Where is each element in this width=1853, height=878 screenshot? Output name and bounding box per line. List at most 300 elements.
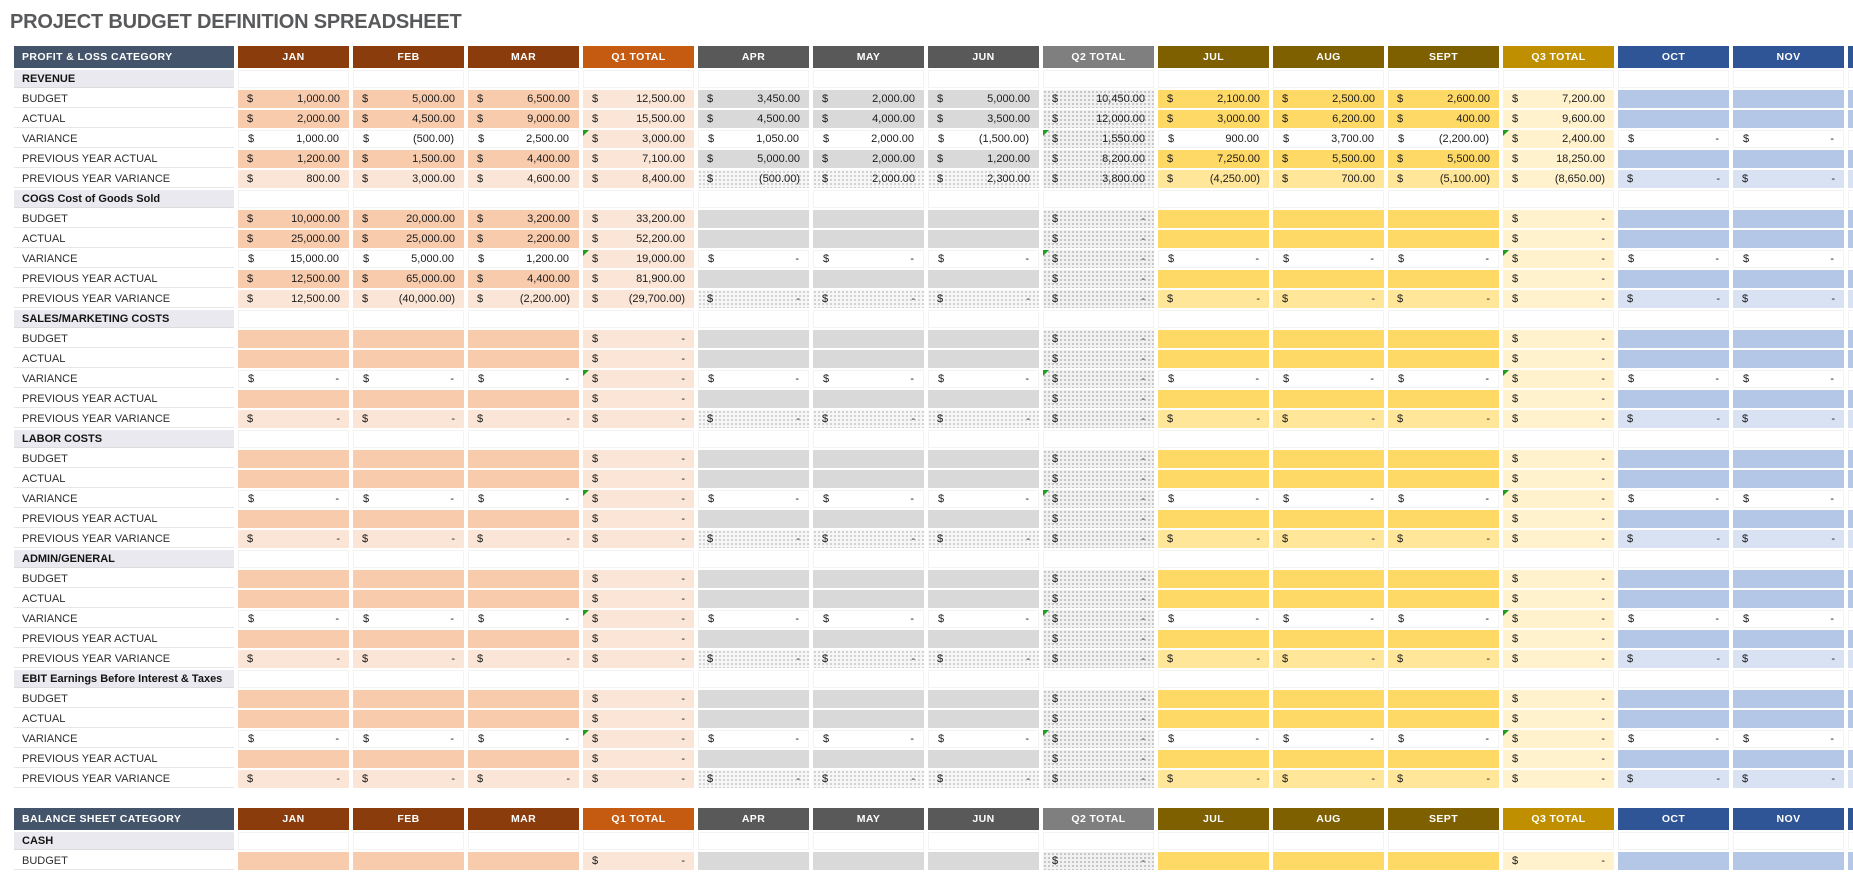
row-label-revenue-previous-year-variance[interactable]: PREVIOUS YEAR VARIANCE	[14, 170, 234, 188]
cell-revenue-previous-year-actual-nov[interactable]	[1733, 150, 1844, 168]
cell-ebit-previous-year-actual-apr[interactable]	[698, 750, 809, 768]
row-label-admin-general-variance[interactable]: VARIANCE	[14, 610, 234, 628]
cell-cogs-previous-year-variance-may[interactable]	[813, 290, 924, 308]
cell-admin-general-previous-year-actual-q3[interactable]	[1503, 630, 1614, 648]
row-label-labor-variance[interactable]: VARIANCE	[14, 490, 234, 508]
cell-sales-marketing-previous-year-variance-dec[interactable]	[1848, 410, 1853, 428]
cell-cash-budget-q2[interactable]	[1043, 852, 1154, 870]
cell-revenue-actual-mar[interactable]	[468, 110, 579, 128]
cell-ebit-budget-mar[interactable]	[468, 690, 579, 708]
cell-cash-budget-feb[interactable]	[353, 852, 464, 870]
cell-admin-general-header-mar[interactable]	[468, 550, 579, 568]
cell-ebit-header-feb[interactable]	[353, 670, 464, 688]
cell-sales-marketing-variance-aug[interactable]	[1273, 370, 1384, 388]
cell-admin-general-variance-aug[interactable]	[1273, 610, 1384, 628]
cell-labor-actual-feb[interactable]	[353, 470, 464, 488]
cell-ebit-previous-year-variance-mar[interactable]	[468, 770, 579, 788]
cell-ebit-previous-year-actual-jan[interactable]	[238, 750, 349, 768]
cell-cogs-budget-jun[interactable]	[928, 210, 1039, 228]
cell-revenue-budget-nov[interactable]	[1733, 90, 1844, 108]
row-label-labor-actual[interactable]: ACTUAL	[14, 470, 234, 488]
cell-sales-marketing-actual-jun[interactable]	[928, 350, 1039, 368]
cell-labor-previous-year-actual-q3[interactable]	[1503, 510, 1614, 528]
cell-sales-marketing-budget-mar[interactable]	[468, 330, 579, 348]
cell-labor-header-jun[interactable]	[928, 430, 1039, 448]
cell-revenue-budget-jul[interactable]	[1158, 90, 1269, 108]
cell-admin-general-actual-dec[interactable]	[1848, 590, 1853, 608]
cell-admin-general-previous-year-variance-q3[interactable]	[1503, 650, 1614, 668]
cell-cash-budget-oct[interactable]	[1618, 852, 1729, 870]
row-label-sales-marketing-previous-year-actual[interactable]: PREVIOUS YEAR ACTUAL	[14, 390, 234, 408]
cell-sales-marketing-variance-oct[interactable]	[1618, 370, 1729, 388]
cell-cash-header-q1[interactable]	[583, 832, 694, 850]
cell-labor-actual-jan[interactable]	[238, 470, 349, 488]
cell-revenue-previous-year-variance-may[interactable]	[813, 170, 924, 188]
cell-revenue-actual-oct[interactable]	[1618, 110, 1729, 128]
cell-labor-budget-q3[interactable]	[1503, 450, 1614, 468]
cell-admin-general-previous-year-variance-feb[interactable]	[353, 650, 464, 668]
cell-admin-general-variance-jun[interactable]	[928, 610, 1039, 628]
cell-admin-general-budget-feb[interactable]	[353, 570, 464, 588]
cell-ebit-actual-jul[interactable]	[1158, 710, 1269, 728]
cell-ebit-previous-year-actual-sept[interactable]	[1388, 750, 1499, 768]
cell-cogs-actual-jun[interactable]	[928, 230, 1039, 248]
cell-sales-marketing-variance-q3[interactable]	[1503, 370, 1614, 388]
cell-revenue-previous-year-variance-jan[interactable]	[238, 170, 349, 188]
cell-revenue-variance-jan[interactable]	[238, 130, 349, 148]
cell-labor-previous-year-actual-mar[interactable]	[468, 510, 579, 528]
cell-sales-marketing-header-feb[interactable]	[353, 310, 464, 328]
cell-labor-budget-apr[interactable]	[698, 450, 809, 468]
cell-ebit-variance-jan[interactable]	[238, 730, 349, 748]
cell-sales-marketing-previous-year-actual-dec[interactable]	[1848, 390, 1853, 408]
cell-sales-marketing-previous-year-actual-q3[interactable]	[1503, 390, 1614, 408]
column-header-nov[interactable]: NOV	[1733, 808, 1844, 830]
cell-revenue-variance-mar[interactable]	[468, 130, 579, 148]
column-header-jul[interactable]: JUL	[1158, 46, 1269, 68]
cell-ebit-actual-dec[interactable]	[1848, 710, 1853, 728]
cell-labor-variance-aug[interactable]	[1273, 490, 1384, 508]
cell-cogs-header-may[interactable]	[813, 190, 924, 208]
cell-sales-marketing-variance-sept[interactable]	[1388, 370, 1499, 388]
cell-revenue-header-dec[interactable]	[1848, 70, 1853, 88]
cell-admin-general-actual-jan[interactable]	[238, 590, 349, 608]
cell-cash-header-nov[interactable]	[1733, 832, 1844, 850]
cell-ebit-header-nov[interactable]	[1733, 670, 1844, 688]
cell-sales-marketing-previous-year-variance-jan[interactable]	[238, 410, 349, 428]
cell-labor-header-jul[interactable]	[1158, 430, 1269, 448]
cell-ebit-previous-year-actual-aug[interactable]	[1273, 750, 1384, 768]
row-label-cogs-variance[interactable]: VARIANCE	[14, 250, 234, 268]
cell-admin-general-actual-nov[interactable]	[1733, 590, 1844, 608]
cell-ebit-actual-apr[interactable]	[698, 710, 809, 728]
cell-labor-variance-nov[interactable]	[1733, 490, 1844, 508]
cell-labor-previous-year-variance-jul[interactable]	[1158, 530, 1269, 548]
cell-sales-marketing-header-aug[interactable]	[1273, 310, 1384, 328]
cell-sales-marketing-previous-year-variance-apr[interactable]	[698, 410, 809, 428]
cell-admin-general-budget-sept[interactable]	[1388, 570, 1499, 588]
cell-revenue-previous-year-variance-q2[interactable]	[1043, 170, 1154, 188]
cell-sales-marketing-budget-jan[interactable]	[238, 330, 349, 348]
cell-ebit-budget-jan[interactable]	[238, 690, 349, 708]
row-label-ebit-actual[interactable]: ACTUAL	[14, 710, 234, 728]
cell-ebit-actual-feb[interactable]	[353, 710, 464, 728]
cell-labor-previous-year-variance-q3[interactable]	[1503, 530, 1614, 548]
cell-cash-budget-nov[interactable]	[1733, 852, 1844, 870]
cell-labor-header-q1[interactable]	[583, 430, 694, 448]
cell-cogs-budget-apr[interactable]	[698, 210, 809, 228]
cell-cogs-variance-jul[interactable]	[1158, 250, 1269, 268]
cell-revenue-budget-mar[interactable]	[468, 90, 579, 108]
row-label-sales-marketing-budget[interactable]: BUDGET	[14, 330, 234, 348]
cell-cogs-previous-year-variance-q1[interactable]	[583, 290, 694, 308]
cell-ebit-budget-aug[interactable]	[1273, 690, 1384, 708]
cell-cogs-budget-jan[interactable]	[238, 210, 349, 228]
cell-ebit-previous-year-variance-apr[interactable]	[698, 770, 809, 788]
cell-admin-general-previous-year-actual-may[interactable]	[813, 630, 924, 648]
column-header-q2[interactable]: Q2 TOTAL	[1043, 808, 1154, 830]
cell-cogs-budget-q2[interactable]	[1043, 210, 1154, 228]
cell-revenue-variance-apr[interactable]	[698, 130, 809, 148]
cell-revenue-header-jun[interactable]	[928, 70, 1039, 88]
cell-labor-actual-apr[interactable]	[698, 470, 809, 488]
cell-revenue-actual-q1[interactable]	[583, 110, 694, 128]
cell-labor-actual-nov[interactable]	[1733, 470, 1844, 488]
cell-revenue-budget-aug[interactable]	[1273, 90, 1384, 108]
cell-labor-previous-year-actual-q1[interactable]	[583, 510, 694, 528]
cell-sales-marketing-previous-year-actual-jul[interactable]	[1158, 390, 1269, 408]
column-header-may[interactable]: MAY	[813, 46, 924, 68]
cell-labor-previous-year-variance-sept[interactable]	[1388, 530, 1499, 548]
row-label-cogs-budget[interactable]: BUDGET	[14, 210, 234, 228]
section-label-ebit[interactable]: EBIT Earnings Before Interest & Taxes	[14, 670, 234, 688]
cell-revenue-budget-may[interactable]	[813, 90, 924, 108]
column-header-aug[interactable]: AUG	[1273, 46, 1384, 68]
cell-labor-previous-year-actual-apr[interactable]	[698, 510, 809, 528]
cell-admin-general-previous-year-variance-dec[interactable]	[1848, 650, 1853, 668]
cell-sales-marketing-header-jun[interactable]	[928, 310, 1039, 328]
cell-cogs-previous-year-variance-q3[interactable]	[1503, 290, 1614, 308]
cell-labor-previous-year-variance-may[interactable]	[813, 530, 924, 548]
cell-admin-general-previous-year-variance-jan[interactable]	[238, 650, 349, 668]
cell-cogs-budget-dec[interactable]	[1848, 210, 1853, 228]
profit-loss-table-category-header[interactable]: PROFIT & LOSS CATEGORY	[14, 46, 234, 68]
cell-ebit-budget-dec[interactable]	[1848, 690, 1853, 708]
cell-ebit-previous-year-actual-nov[interactable]	[1733, 750, 1844, 768]
cell-cogs-header-q2[interactable]	[1043, 190, 1154, 208]
cell-labor-header-nov[interactable]	[1733, 430, 1844, 448]
cell-sales-marketing-actual-q2[interactable]	[1043, 350, 1154, 368]
row-label-revenue-previous-year-actual[interactable]: PREVIOUS YEAR ACTUAL	[14, 150, 234, 168]
cell-revenue-actual-jun[interactable]	[928, 110, 1039, 128]
cell-admin-general-budget-mar[interactable]	[468, 570, 579, 588]
cell-revenue-previous-year-actual-q1[interactable]	[583, 150, 694, 168]
cell-admin-general-previous-year-actual-jan[interactable]	[238, 630, 349, 648]
cell-cogs-variance-feb[interactable]	[353, 250, 464, 268]
cell-labor-previous-year-variance-mar[interactable]	[468, 530, 579, 548]
cell-cogs-budget-may[interactable]	[813, 210, 924, 228]
cell-revenue-variance-oct[interactable]	[1618, 130, 1729, 148]
cell-admin-general-budget-oct[interactable]	[1618, 570, 1729, 588]
cell-revenue-actual-q3[interactable]	[1503, 110, 1614, 128]
cell-revenue-variance-feb[interactable]	[353, 130, 464, 148]
cell-sales-marketing-budget-jun[interactable]	[928, 330, 1039, 348]
cell-admin-general-previous-year-actual-q1[interactable]	[583, 630, 694, 648]
cell-admin-general-actual-q1[interactable]	[583, 590, 694, 608]
cell-cogs-previous-year-variance-q2[interactable]	[1043, 290, 1154, 308]
row-label-ebit-budget[interactable]: BUDGET	[14, 690, 234, 708]
row-label-admin-general-actual[interactable]: ACTUAL	[14, 590, 234, 608]
cell-ebit-actual-aug[interactable]	[1273, 710, 1384, 728]
cell-sales-marketing-variance-jun[interactable]	[928, 370, 1039, 388]
cell-admin-general-actual-aug[interactable]	[1273, 590, 1384, 608]
cell-labor-previous-year-actual-dec[interactable]	[1848, 510, 1853, 528]
cell-revenue-previous-year-actual-apr[interactable]	[698, 150, 809, 168]
cell-sales-marketing-variance-q1[interactable]	[583, 370, 694, 388]
cell-ebit-header-may[interactable]	[813, 670, 924, 688]
cell-admin-general-previous-year-actual-jun[interactable]	[928, 630, 1039, 648]
cell-sales-marketing-previous-year-actual-may[interactable]	[813, 390, 924, 408]
cell-revenue-budget-q3[interactable]	[1503, 90, 1614, 108]
cell-admin-general-previous-year-actual-mar[interactable]	[468, 630, 579, 648]
cell-cash-budget-q3[interactable]	[1503, 852, 1614, 870]
cell-revenue-header-mar[interactable]	[468, 70, 579, 88]
cell-sales-marketing-previous-year-variance-q2[interactable]	[1043, 410, 1154, 428]
cell-revenue-header-q2[interactable]	[1043, 70, 1154, 88]
cell-sales-marketing-previous-year-actual-nov[interactable]	[1733, 390, 1844, 408]
cell-revenue-previous-year-actual-q2[interactable]	[1043, 150, 1154, 168]
cell-cogs-variance-nov[interactable]	[1733, 250, 1844, 268]
cell-cogs-previous-year-variance-oct[interactable]	[1618, 290, 1729, 308]
cell-revenue-previous-year-variance-sept[interactable]	[1388, 170, 1499, 188]
cell-labor-previous-year-variance-nov[interactable]	[1733, 530, 1844, 548]
cell-cogs-previous-year-variance-aug[interactable]	[1273, 290, 1384, 308]
cell-admin-general-actual-jul[interactable]	[1158, 590, 1269, 608]
cell-ebit-budget-q1[interactable]	[583, 690, 694, 708]
cell-ebit-header-mar[interactable]	[468, 670, 579, 688]
cell-sales-marketing-previous-year-variance-feb[interactable]	[353, 410, 464, 428]
column-header-jan[interactable]: JAN	[238, 46, 349, 68]
cell-labor-actual-may[interactable]	[813, 470, 924, 488]
cell-cogs-previous-year-actual-feb[interactable]	[353, 270, 464, 288]
cell-labor-variance-q3[interactable]	[1503, 490, 1614, 508]
cell-admin-general-actual-jun[interactable]	[928, 590, 1039, 608]
column-header-sept[interactable]: SEPT	[1388, 808, 1499, 830]
cell-labor-budget-aug[interactable]	[1273, 450, 1384, 468]
row-label-revenue-budget[interactable]: BUDGET	[14, 90, 234, 108]
cell-cash-header-may[interactable]	[813, 832, 924, 850]
column-header-feb[interactable]: FEB	[353, 808, 464, 830]
cell-ebit-header-jun[interactable]	[928, 670, 1039, 688]
cell-labor-previous-year-variance-apr[interactable]	[698, 530, 809, 548]
cell-labor-header-sept[interactable]	[1388, 430, 1499, 448]
cell-admin-general-variance-jan[interactable]	[238, 610, 349, 628]
cell-admin-general-header-apr[interactable]	[698, 550, 809, 568]
cell-ebit-previous-year-variance-nov[interactable]	[1733, 770, 1844, 788]
cell-labor-previous-year-actual-feb[interactable]	[353, 510, 464, 528]
cell-cogs-actual-feb[interactable]	[353, 230, 464, 248]
cell-admin-general-previous-year-variance-oct[interactable]	[1618, 650, 1729, 668]
row-label-ebit-previous-year-actual[interactable]: PREVIOUS YEAR ACTUAL	[14, 750, 234, 768]
cell-revenue-previous-year-actual-oct[interactable]	[1618, 150, 1729, 168]
cell-cogs-variance-oct[interactable]	[1618, 250, 1729, 268]
cell-admin-general-variance-q1[interactable]	[583, 610, 694, 628]
row-label-labor-budget[interactable]: BUDGET	[14, 450, 234, 468]
cell-sales-marketing-previous-year-actual-apr[interactable]	[698, 390, 809, 408]
cell-admin-general-budget-may[interactable]	[813, 570, 924, 588]
cell-sales-marketing-header-q3[interactable]	[1503, 310, 1614, 328]
cell-labor-header-jan[interactable]	[238, 430, 349, 448]
cell-sales-marketing-previous-year-actual-jan[interactable]	[238, 390, 349, 408]
cell-sales-marketing-previous-year-variance-q1[interactable]	[583, 410, 694, 428]
row-label-labor-previous-year-actual[interactable]: PREVIOUS YEAR ACTUAL	[14, 510, 234, 528]
cell-admin-general-previous-year-variance-mar[interactable]	[468, 650, 579, 668]
cell-revenue-budget-q2[interactable]	[1043, 90, 1154, 108]
row-label-cogs-previous-year-actual[interactable]: PREVIOUS YEAR ACTUAL	[14, 270, 234, 288]
cell-labor-actual-dec[interactable]	[1848, 470, 1853, 488]
cell-ebit-variance-oct[interactable]	[1618, 730, 1729, 748]
cell-admin-general-previous-year-variance-may[interactable]	[813, 650, 924, 668]
cell-admin-general-budget-nov[interactable]	[1733, 570, 1844, 588]
cell-cash-header-sept[interactable]	[1388, 832, 1499, 850]
cell-revenue-previous-year-actual-dec[interactable]	[1848, 150, 1853, 168]
cell-cash-budget-jul[interactable]	[1158, 852, 1269, 870]
cell-labor-previous-year-variance-oct[interactable]	[1618, 530, 1729, 548]
column-header-jun[interactable]: JUN	[928, 808, 1039, 830]
cell-sales-marketing-previous-year-actual-q1[interactable]	[583, 390, 694, 408]
cell-cogs-actual-jul[interactable]	[1158, 230, 1269, 248]
cell-admin-general-previous-year-actual-aug[interactable]	[1273, 630, 1384, 648]
cell-revenue-previous-year-actual-sept[interactable]	[1388, 150, 1499, 168]
cell-sales-marketing-variance-apr[interactable]	[698, 370, 809, 388]
cell-cogs-budget-feb[interactable]	[353, 210, 464, 228]
row-label-admin-general-previous-year-variance[interactable]: PREVIOUS YEAR VARIANCE	[14, 650, 234, 668]
cell-cogs-previous-year-variance-jan[interactable]	[238, 290, 349, 308]
cell-cogs-budget-sept[interactable]	[1388, 210, 1499, 228]
cell-revenue-variance-sept[interactable]	[1388, 130, 1499, 148]
cell-revenue-previous-year-variance-oct[interactable]	[1618, 170, 1729, 188]
cell-ebit-actual-mar[interactable]	[468, 710, 579, 728]
cell-labor-actual-aug[interactable]	[1273, 470, 1384, 488]
cell-admin-general-previous-year-actual-q2[interactable]	[1043, 630, 1154, 648]
cell-admin-general-previous-year-variance-q2[interactable]	[1043, 650, 1154, 668]
cell-sales-marketing-previous-year-variance-oct[interactable]	[1618, 410, 1729, 428]
column-header-dec[interactable]	[1848, 46, 1853, 68]
cell-revenue-actual-jul[interactable]	[1158, 110, 1269, 128]
cell-sales-marketing-previous-year-variance-nov[interactable]	[1733, 410, 1844, 428]
cell-revenue-previous-year-variance-jun[interactable]	[928, 170, 1039, 188]
cell-labor-header-apr[interactable]	[698, 430, 809, 448]
cell-admin-general-variance-feb[interactable]	[353, 610, 464, 628]
cell-ebit-previous-year-actual-dec[interactable]	[1848, 750, 1853, 768]
cell-ebit-variance-mar[interactable]	[468, 730, 579, 748]
cell-admin-general-previous-year-variance-q1[interactable]	[583, 650, 694, 668]
cell-revenue-previous-year-variance-nov[interactable]	[1733, 170, 1844, 188]
cell-sales-marketing-header-sept[interactable]	[1388, 310, 1499, 328]
cell-labor-budget-may[interactable]	[813, 450, 924, 468]
cell-ebit-budget-may[interactable]	[813, 690, 924, 708]
cell-revenue-variance-may[interactable]	[813, 130, 924, 148]
cell-sales-marketing-variance-q2[interactable]	[1043, 370, 1154, 388]
cell-sales-marketing-budget-jul[interactable]	[1158, 330, 1269, 348]
cell-cogs-budget-q3[interactable]	[1503, 210, 1614, 228]
cell-cash-header-jun[interactable]	[928, 832, 1039, 850]
cell-cogs-previous-year-variance-jul[interactable]	[1158, 290, 1269, 308]
cell-cogs-previous-year-actual-q3[interactable]	[1503, 270, 1614, 288]
cell-sales-marketing-header-jan[interactable]	[238, 310, 349, 328]
cell-sales-marketing-budget-q1[interactable]	[583, 330, 694, 348]
cell-admin-general-budget-q3[interactable]	[1503, 570, 1614, 588]
cell-cash-header-apr[interactable]	[698, 832, 809, 850]
cell-sales-marketing-budget-oct[interactable]	[1618, 330, 1729, 348]
cell-sales-marketing-actual-aug[interactable]	[1273, 350, 1384, 368]
cell-admin-general-budget-jul[interactable]	[1158, 570, 1269, 588]
cell-cash-header-dec[interactable]	[1848, 832, 1853, 850]
cell-sales-marketing-header-may[interactable]	[813, 310, 924, 328]
cell-sales-marketing-actual-may[interactable]	[813, 350, 924, 368]
cell-revenue-header-q1[interactable]	[583, 70, 694, 88]
column-header-q1[interactable]: Q1 TOTAL	[583, 46, 694, 68]
cell-sales-marketing-variance-may[interactable]	[813, 370, 924, 388]
cell-labor-header-q3[interactable]	[1503, 430, 1614, 448]
cell-cogs-header-apr[interactable]	[698, 190, 809, 208]
cell-admin-general-header-dec[interactable]	[1848, 550, 1853, 568]
cell-cogs-actual-mar[interactable]	[468, 230, 579, 248]
cell-ebit-previous-year-actual-feb[interactable]	[353, 750, 464, 768]
cell-admin-general-actual-sept[interactable]	[1388, 590, 1499, 608]
cell-ebit-variance-nov[interactable]	[1733, 730, 1844, 748]
cell-admin-general-actual-may[interactable]	[813, 590, 924, 608]
cell-sales-marketing-actual-jan[interactable]	[238, 350, 349, 368]
cell-admin-general-budget-dec[interactable]	[1848, 570, 1853, 588]
cell-labor-variance-mar[interactable]	[468, 490, 579, 508]
cell-ebit-header-apr[interactable]	[698, 670, 809, 688]
cell-revenue-previous-year-variance-q1[interactable]	[583, 170, 694, 188]
cell-labor-previous-year-actual-jun[interactable]	[928, 510, 1039, 528]
cell-ebit-previous-year-variance-oct[interactable]	[1618, 770, 1729, 788]
cell-revenue-variance-q2[interactable]	[1043, 130, 1154, 148]
cell-labor-actual-sept[interactable]	[1388, 470, 1499, 488]
cell-revenue-header-aug[interactable]	[1273, 70, 1384, 88]
cell-ebit-budget-oct[interactable]	[1618, 690, 1729, 708]
cell-labor-previous-year-variance-q1[interactable]	[583, 530, 694, 548]
cell-admin-general-variance-oct[interactable]	[1618, 610, 1729, 628]
cell-cash-budget-mar[interactable]	[468, 852, 579, 870]
cell-labor-variance-jan[interactable]	[238, 490, 349, 508]
cell-sales-marketing-header-dec[interactable]	[1848, 310, 1853, 328]
cell-ebit-previous-year-actual-mar[interactable]	[468, 750, 579, 768]
cell-admin-general-variance-nov[interactable]	[1733, 610, 1844, 628]
cell-cash-budget-aug[interactable]	[1273, 852, 1384, 870]
cell-labor-header-aug[interactable]	[1273, 430, 1384, 448]
cell-cogs-previous-year-actual-jan[interactable]	[238, 270, 349, 288]
cell-cogs-header-jan[interactable]	[238, 190, 349, 208]
cell-admin-general-previous-year-actual-jul[interactable]	[1158, 630, 1269, 648]
cell-sales-marketing-previous-year-variance-sept[interactable]	[1388, 410, 1499, 428]
cell-cogs-header-mar[interactable]	[468, 190, 579, 208]
cell-admin-general-variance-q2[interactable]	[1043, 610, 1154, 628]
column-header-sept[interactable]: SEPT	[1388, 46, 1499, 68]
cell-ebit-actual-q1[interactable]	[583, 710, 694, 728]
cell-admin-general-previous-year-variance-nov[interactable]	[1733, 650, 1844, 668]
cell-ebit-budget-jun[interactable]	[928, 690, 1039, 708]
cell-revenue-previous-year-actual-q3[interactable]	[1503, 150, 1614, 168]
cell-ebit-previous-year-variance-sept[interactable]	[1388, 770, 1499, 788]
cell-revenue-header-feb[interactable]	[353, 70, 464, 88]
cell-ebit-budget-q3[interactable]	[1503, 690, 1614, 708]
cell-cogs-variance-sept[interactable]	[1388, 250, 1499, 268]
cell-ebit-previous-year-variance-q2[interactable]	[1043, 770, 1154, 788]
